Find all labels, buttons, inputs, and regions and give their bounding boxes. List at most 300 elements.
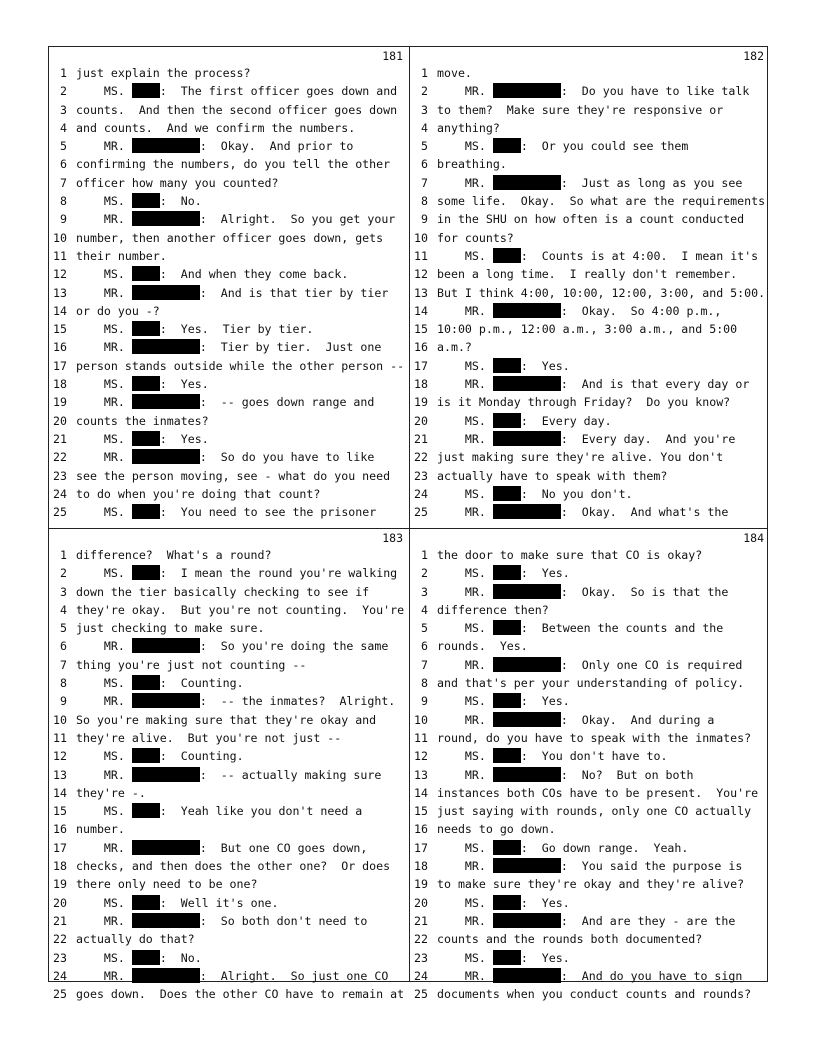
transcript-line xyxy=(410,338,770,356)
line-number: 12 xyxy=(53,749,67,764)
transcript-page-182 xyxy=(410,47,770,520)
line-text xyxy=(437,747,667,765)
transcript-line xyxy=(49,503,409,521)
line-text xyxy=(437,912,735,930)
text-segment: just explain the process? xyxy=(76,66,251,80)
line-number: 16 xyxy=(414,340,428,355)
redaction-bar xyxy=(493,303,561,318)
transcript-line xyxy=(49,747,409,765)
line-number: 21 xyxy=(414,913,428,928)
line-text xyxy=(76,894,279,912)
line-number: 19 xyxy=(53,877,67,892)
transcript-line xyxy=(49,357,409,375)
line-number: 4 xyxy=(421,602,428,617)
redaction-bar xyxy=(132,339,200,354)
line-number: 16 xyxy=(53,340,67,355)
redaction-bar xyxy=(132,193,160,208)
text-segment: : The first officer goes down and xyxy=(159,84,398,99)
redaction-bar xyxy=(493,413,521,428)
text-segment: difference? What's a round? xyxy=(76,548,272,562)
transcript-line xyxy=(410,784,770,802)
line-text xyxy=(437,430,735,448)
transcript-line xyxy=(410,985,770,1003)
transcript-line xyxy=(410,467,770,485)
transcript-line xyxy=(49,265,409,283)
line-text xyxy=(76,338,381,356)
line-number: 24 xyxy=(53,968,67,983)
transcript-line xyxy=(410,247,770,265)
line-number: 5 xyxy=(60,621,67,636)
line-number: 16 xyxy=(53,822,67,837)
redaction-bar xyxy=(132,376,160,391)
line-number: 23 xyxy=(414,468,428,483)
text-segment: : Alright. So just one CO xyxy=(199,968,389,983)
line-text xyxy=(76,912,367,930)
transcript-line xyxy=(49,930,409,948)
text-segment: : -- the inmates? Alright. xyxy=(199,694,396,709)
line-number: 23 xyxy=(53,950,67,965)
text-segment: : I mean the round you're walking xyxy=(159,566,398,581)
text-segment: rounds. Yes. xyxy=(437,639,528,654)
text-segment: : Yes. xyxy=(520,566,570,581)
text-segment: : Go down range. Yeah. xyxy=(520,840,689,855)
transcript-sheet xyxy=(48,46,768,1002)
redaction-bar xyxy=(493,175,561,190)
transcript-lines xyxy=(49,546,409,1003)
transcript-line xyxy=(410,820,770,838)
line-text xyxy=(76,985,404,1003)
text-segment: actually have to speak with them? xyxy=(437,468,668,483)
line-text xyxy=(437,485,633,503)
line-number: 5 xyxy=(421,621,428,636)
transcript-line xyxy=(49,393,409,411)
transcript-line xyxy=(49,101,409,119)
line-text xyxy=(76,967,388,985)
transcript-line xyxy=(49,857,409,875)
line-number: 3 xyxy=(60,584,67,599)
line-text xyxy=(76,247,167,265)
line-text xyxy=(437,857,742,875)
transcript-page-183 xyxy=(49,529,409,1002)
transcript-line xyxy=(410,802,770,820)
line-number: 23 xyxy=(414,950,428,965)
line-number: 3 xyxy=(421,584,428,599)
text-segment: MS. xyxy=(76,322,132,337)
line-text xyxy=(437,119,500,137)
transcript-line xyxy=(49,412,409,430)
text-segment: MR. xyxy=(76,395,132,410)
line-number: 8 xyxy=(60,194,67,209)
text-segment: : So both don't need to xyxy=(199,913,368,928)
text-segment: breathing. xyxy=(437,157,507,172)
line-number: 12 xyxy=(414,267,428,282)
line-number: 22 xyxy=(53,932,67,947)
text-segment: : -- goes down range and xyxy=(199,395,375,410)
transcript-lines xyxy=(49,64,409,521)
line-text xyxy=(76,155,390,173)
text-segment: : Yes. xyxy=(159,377,209,392)
text-segment: MS. xyxy=(437,840,493,855)
transcript-line xyxy=(49,119,409,137)
line-number: 18 xyxy=(414,859,428,874)
text-segment: anything? xyxy=(437,120,500,135)
line-number: 8 xyxy=(421,676,428,691)
transcript-line xyxy=(49,430,409,448)
transcript-line xyxy=(410,546,770,564)
line-text xyxy=(76,820,125,838)
line-number: 2 xyxy=(60,566,67,581)
line-text xyxy=(437,839,688,857)
line-text xyxy=(76,692,395,710)
line-text xyxy=(437,265,737,283)
transcript-line xyxy=(410,875,770,893)
line-text xyxy=(76,64,251,82)
line-text xyxy=(76,485,320,503)
line-text xyxy=(437,101,723,119)
line-text xyxy=(437,949,570,967)
transcript-line xyxy=(410,503,770,521)
redaction-bar xyxy=(493,858,561,873)
transcript-line xyxy=(49,619,409,637)
redaction-bar xyxy=(132,803,160,818)
redaction-bar xyxy=(493,565,521,580)
redaction-bar xyxy=(132,675,160,690)
line-number: 18 xyxy=(414,377,428,392)
text-segment: person stands outside while the other person -- xyxy=(76,358,405,373)
text-segment: MR. xyxy=(76,767,132,782)
line-text xyxy=(76,729,341,747)
redaction-bar xyxy=(132,767,200,782)
line-text xyxy=(437,564,570,582)
line-text xyxy=(76,784,146,802)
transcript-line xyxy=(49,546,409,564)
transcript-line xyxy=(49,137,409,155)
text-segment: So you're making sure that they're okay and xyxy=(76,712,377,727)
text-segment: : Yes. xyxy=(520,950,570,965)
line-number: 24 xyxy=(53,486,67,501)
line-number: 2 xyxy=(421,566,428,581)
text-segment: MS. xyxy=(437,358,493,373)
transcript-line xyxy=(410,839,770,857)
line-number: 19 xyxy=(414,877,428,892)
redaction-bar xyxy=(493,248,521,263)
text-segment: : Well it's one. xyxy=(159,895,279,910)
line-text xyxy=(76,766,381,784)
transcript-line xyxy=(49,564,409,582)
line-text xyxy=(437,692,570,710)
transcript-line xyxy=(410,729,770,747)
text-segment: : Okay. So is that the xyxy=(560,584,729,599)
line-number: 6 xyxy=(60,639,67,654)
line-number: 4 xyxy=(421,120,428,135)
text-segment: : Okay. And during a xyxy=(560,712,715,727)
line-text xyxy=(76,564,397,582)
transcript-line xyxy=(49,284,409,302)
text-segment: see the person moving, see - what do you need xyxy=(76,468,391,483)
line-text xyxy=(76,265,348,283)
text-segment: MS. xyxy=(76,194,132,209)
line-text xyxy=(437,601,549,619)
text-segment: MR. xyxy=(76,913,132,928)
text-segment: MR. xyxy=(76,139,132,154)
line-number: 11 xyxy=(414,248,428,263)
text-segment: MS. xyxy=(437,950,493,965)
transcript-line xyxy=(410,485,770,503)
text-segment: to do when you're doing that count? xyxy=(76,486,321,501)
transcript-line xyxy=(410,930,770,948)
line-text xyxy=(437,875,744,893)
line-text xyxy=(76,857,390,875)
line-text xyxy=(437,393,730,411)
text-segment: documents when you conduct counts and rounds? xyxy=(437,987,752,1002)
transcript-line xyxy=(410,857,770,875)
transcript-line xyxy=(410,192,770,210)
text-segment: : No. xyxy=(159,950,202,965)
redaction-bar xyxy=(132,748,160,763)
line-number: 20 xyxy=(414,895,428,910)
line-number: 8 xyxy=(421,194,428,209)
transcript-page-184 xyxy=(410,529,770,1002)
text-segment: : So do you have to like xyxy=(199,450,375,465)
page-number: 184 xyxy=(743,531,764,545)
text-segment: MR. xyxy=(76,639,132,654)
line-number: 18 xyxy=(53,859,67,874)
line-number: 20 xyxy=(414,413,428,428)
line-number: 15 xyxy=(53,322,67,337)
redaction-bar xyxy=(493,83,561,98)
redaction-bar xyxy=(132,638,200,653)
line-text xyxy=(437,656,742,674)
line-number: 5 xyxy=(421,139,428,154)
line-text xyxy=(437,302,721,320)
transcript-line xyxy=(49,210,409,228)
transcript-line xyxy=(410,656,770,674)
transcript-line xyxy=(410,912,770,930)
transcript-line xyxy=(49,192,409,210)
line-number: 8 xyxy=(60,676,67,691)
line-text xyxy=(437,229,514,247)
line-number: 24 xyxy=(414,968,428,983)
page-number: 181 xyxy=(382,49,403,63)
line-text xyxy=(437,985,751,1003)
text-segment: MR. xyxy=(437,505,493,520)
text-segment: MS. xyxy=(437,749,493,764)
text-segment: : Only one CO is required xyxy=(560,657,743,672)
transcript-line xyxy=(410,320,770,338)
text-segment: : You don't have to. xyxy=(520,749,668,764)
text-segment: : Yes. xyxy=(520,694,570,709)
text-segment: MS. xyxy=(437,486,493,501)
transcript-line xyxy=(49,894,409,912)
text-segment: a.m.? xyxy=(437,340,472,355)
text-segment: MR. xyxy=(437,968,493,983)
text-segment: MS. xyxy=(76,377,132,392)
text-segment: the door to make sure that CO is okay? xyxy=(437,548,703,562)
transcript-lines xyxy=(410,546,770,1003)
text-segment: MR. xyxy=(437,303,493,318)
redaction-bar xyxy=(493,748,521,763)
line-number: 10 xyxy=(414,230,428,245)
redaction-bar xyxy=(132,913,200,928)
line-number: 25 xyxy=(414,505,428,520)
line-text xyxy=(76,357,404,375)
line-number: 12 xyxy=(414,749,428,764)
transcript-line xyxy=(49,601,409,619)
text-segment: : And is that every day or xyxy=(560,377,750,392)
line-number: 9 xyxy=(421,694,428,709)
text-segment: their number. xyxy=(76,248,167,263)
text-segment: MR. xyxy=(437,913,493,928)
text-segment: MS. xyxy=(76,749,132,764)
line-text xyxy=(437,338,472,356)
text-segment: MR. xyxy=(437,657,493,672)
transcript-line xyxy=(410,747,770,765)
line-number: 3 xyxy=(421,102,428,117)
text-segment: MS. xyxy=(76,84,132,99)
transcript-line xyxy=(410,692,770,710)
line-number: 17 xyxy=(414,840,428,855)
text-segment: MR. xyxy=(76,694,132,709)
redaction-bar xyxy=(493,895,521,910)
transcript-lines xyxy=(410,64,770,521)
text-segment: needs to go down. xyxy=(437,822,556,837)
line-number: 25 xyxy=(53,987,67,1002)
text-segment: MR. xyxy=(437,84,493,99)
transcript-line xyxy=(49,912,409,930)
line-number: 15 xyxy=(53,804,67,819)
redaction-bar xyxy=(493,504,561,519)
line-number: 17 xyxy=(53,358,67,373)
redaction-bar xyxy=(493,840,521,855)
text-segment: : No. xyxy=(159,194,202,209)
transcript-line xyxy=(410,155,770,173)
line-number: 9 xyxy=(60,212,67,227)
redaction-bar xyxy=(493,584,561,599)
transcript-line xyxy=(49,692,409,710)
transcript-line xyxy=(49,711,409,729)
text-segment: MS. xyxy=(437,895,493,910)
text-segment: confirming the numbers, do you tell the other xyxy=(76,157,391,172)
line-text xyxy=(437,930,702,948)
line-number: 23 xyxy=(53,468,67,483)
line-text xyxy=(76,546,271,564)
redaction-bar xyxy=(132,565,160,580)
transcript-line xyxy=(49,64,409,82)
text-segment: MR. xyxy=(76,212,132,227)
transcript-line xyxy=(49,583,409,601)
text-segment: MR. xyxy=(76,340,132,355)
text-segment: MS. xyxy=(437,621,493,636)
transcript-line xyxy=(49,229,409,247)
line-number: 21 xyxy=(414,431,428,446)
transcript-line xyxy=(410,448,770,466)
transcript-line xyxy=(49,729,409,747)
line-text xyxy=(76,601,404,619)
text-segment: actually do that? xyxy=(76,932,195,947)
text-segment: MS. xyxy=(437,413,493,428)
line-text xyxy=(76,747,244,765)
text-segment: MR. xyxy=(76,968,132,983)
redaction-bar xyxy=(493,693,521,708)
transcript-line xyxy=(410,357,770,375)
transcript-line xyxy=(410,637,770,655)
transcript-line xyxy=(49,485,409,503)
transcript-line xyxy=(410,174,770,192)
line-text xyxy=(437,284,765,302)
line-text xyxy=(437,967,742,985)
text-segment: MR. xyxy=(437,712,493,727)
text-segment: they're okay. But you're not counting. You're xyxy=(76,602,405,617)
line-number: 22 xyxy=(414,932,428,947)
text-segment: goes down. Does the other CO have to remain at xyxy=(76,987,405,1002)
text-segment: thing you're just not counting -- xyxy=(76,657,307,672)
line-text xyxy=(437,357,570,375)
line-number: 10 xyxy=(53,712,67,727)
line-number: 13 xyxy=(414,767,428,782)
transcript-line xyxy=(49,302,409,320)
text-segment: there only need to be one? xyxy=(76,877,258,892)
line-number: 9 xyxy=(421,212,428,227)
text-segment: MS. xyxy=(437,248,493,263)
transcript-line xyxy=(49,802,409,820)
line-number: 14 xyxy=(414,785,428,800)
transcript-line xyxy=(410,82,770,100)
line-text xyxy=(76,210,395,228)
redaction-bar xyxy=(132,504,160,519)
text-segment: to them? Make sure they're responsive or xyxy=(437,102,724,117)
redaction-bar xyxy=(132,266,160,281)
text-segment: : -- actually making sure xyxy=(199,767,382,782)
text-segment: counts. And then the second officer goes down xyxy=(76,102,398,117)
line-text xyxy=(76,320,313,338)
text-segment: : No? But on both xyxy=(560,767,694,782)
redaction-bar xyxy=(132,693,200,708)
transcript-line xyxy=(410,101,770,119)
line-text xyxy=(437,174,742,192)
transcript-line xyxy=(410,137,770,155)
text-segment: MS. xyxy=(437,694,493,709)
line-text xyxy=(76,656,306,674)
redaction-bar xyxy=(493,913,561,928)
line-number: 1 xyxy=(421,548,428,562)
text-segment: MR. xyxy=(437,584,493,599)
text-segment: : And when they come back. xyxy=(159,267,349,282)
line-text xyxy=(76,583,369,601)
line-text xyxy=(76,284,388,302)
line-text xyxy=(437,674,744,692)
transcript-line xyxy=(410,210,770,228)
line-text xyxy=(437,192,765,210)
text-segment: round, do you have to speak with the inmates? xyxy=(437,730,752,745)
line-number: 9 xyxy=(60,694,67,709)
line-text xyxy=(437,729,751,747)
text-segment: But I think 4:00, 10:00, 12:00, 3:00, and 5:00. xyxy=(437,285,766,300)
transcript-line xyxy=(49,656,409,674)
text-segment: : Do you have to like talk xyxy=(560,84,750,99)
redaction-bar xyxy=(132,83,160,98)
text-segment: just checking to make sure. xyxy=(76,621,265,636)
line-number: 22 xyxy=(414,450,428,465)
page-number: 183 xyxy=(382,531,403,545)
text-segment: difference then? xyxy=(437,602,549,617)
transcript-line xyxy=(49,155,409,173)
transcript-line xyxy=(49,875,409,893)
transcript-line xyxy=(49,637,409,655)
redaction-bar xyxy=(132,321,160,336)
line-text xyxy=(437,64,472,82)
text-segment: : And do you have to sign xyxy=(560,968,743,983)
transcript-line xyxy=(410,393,770,411)
